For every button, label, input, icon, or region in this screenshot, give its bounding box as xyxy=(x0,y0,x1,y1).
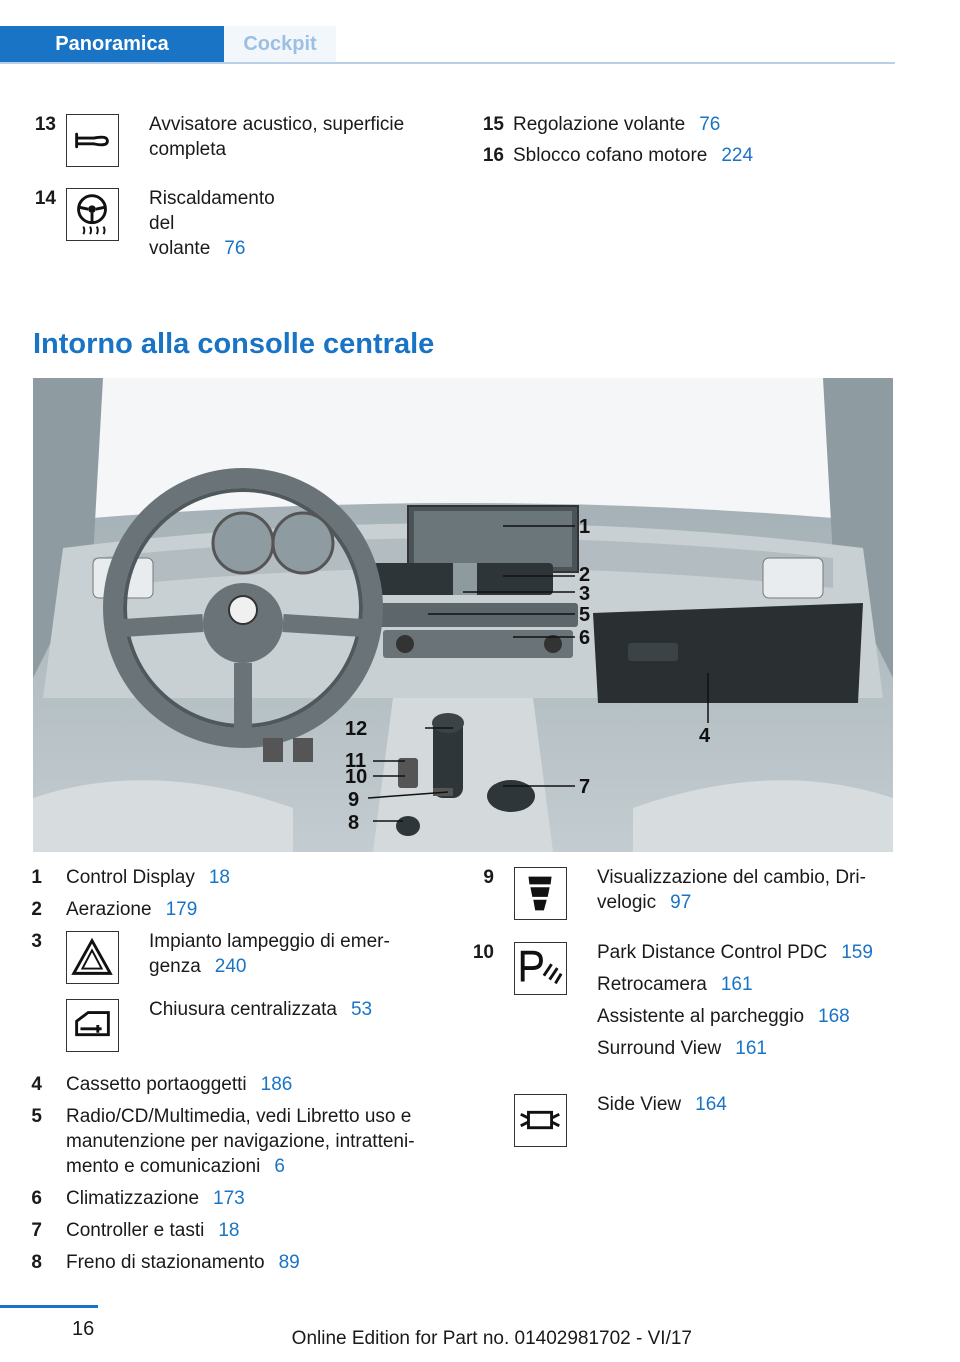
hazard-warning-icon xyxy=(66,931,119,984)
page-link[interactable]: 76 xyxy=(699,114,721,135)
page-link[interactable]: 161 xyxy=(720,974,753,995)
item-number: 14 xyxy=(34,188,56,209)
item-text: Avvisatore acustico, superficie completa xyxy=(149,114,405,160)
page-link[interactable]: 179 xyxy=(165,899,198,920)
callout-9: 9 xyxy=(348,789,360,811)
callout-5: 5 xyxy=(579,604,591,626)
item-number: 2 xyxy=(31,899,42,920)
horn-icon xyxy=(66,114,119,167)
item-number: 1 xyxy=(31,867,42,888)
page-link[interactable]: 18 xyxy=(208,867,230,888)
side-view-camera-icon xyxy=(514,1094,567,1147)
page-link[interactable]: 173 xyxy=(213,1188,245,1209)
gear-display-icon xyxy=(514,867,567,920)
item-text: Park Distance Control PDC 159 Retrocamera 161 Assistente al parcheggio 168 Surround View 161 xyxy=(597,942,873,1059)
page-link[interactable]: 18 xyxy=(218,1220,240,1241)
item-number: 9 xyxy=(483,867,494,888)
callout-11: 11 xyxy=(345,750,367,772)
page-link[interactable]: 224 xyxy=(721,145,754,166)
page-link[interactable]: 97 xyxy=(670,892,692,913)
page-link[interactable]: 240 xyxy=(214,956,247,977)
page-link[interactable]: 164 xyxy=(695,1094,727,1115)
callout-7: 7 xyxy=(579,776,591,798)
item-text: Aerazione 179 xyxy=(66,899,198,920)
item-text: Regolazione volante 76 xyxy=(513,114,721,135)
item-number: 3 xyxy=(31,931,42,952)
item-text: Freno di stazionamento 89 xyxy=(66,1252,300,1273)
callout-12: 12 xyxy=(345,718,368,740)
callout-6: 6 xyxy=(579,627,591,649)
item-text: Side View 164 xyxy=(597,1094,727,1115)
callout-8: 8 xyxy=(348,812,360,834)
header-tabs xyxy=(0,0,895,64)
item-text: Control Display 18 xyxy=(66,867,230,888)
item-text: Controller e tasti 18 xyxy=(66,1220,240,1241)
page-link[interactable]: 186 xyxy=(260,1074,293,1095)
item-text: Visualizzazione del cambio, Dri- velogic 97 xyxy=(597,867,866,913)
page-link[interactable]: 159 xyxy=(841,942,873,963)
item-number: 4 xyxy=(31,1074,42,1095)
page-link[interactable]: 6 xyxy=(274,1156,285,1177)
page-link[interactable]: 161 xyxy=(735,1038,767,1059)
callout-3: 3 xyxy=(579,583,591,605)
page-link[interactable]: 89 xyxy=(278,1252,300,1273)
item-text: Riscaldamento del volante 76 xyxy=(149,188,275,259)
page-number: 16 xyxy=(72,1318,95,1340)
tab-panoramica[interactable]: Panoramica xyxy=(0,26,224,62)
steering-wheel-heating-icon xyxy=(66,188,119,241)
item-number: 15 xyxy=(482,114,504,135)
item-number: 16 xyxy=(482,145,504,166)
item-number: 5 xyxy=(31,1106,42,1127)
item-number: 6 xyxy=(31,1188,42,1209)
item-text: Cassetto portaoggetti 186 xyxy=(66,1074,293,1095)
page-link[interactable]: 168 xyxy=(818,1006,850,1027)
item-text: Sblocco cofano motore 224 xyxy=(513,145,754,166)
dashboard-illustration xyxy=(33,378,893,852)
item-number: 8 xyxy=(31,1252,42,1273)
page-link[interactable]: 76 xyxy=(224,238,246,259)
section-title: Intorno alla consolle centrale xyxy=(33,328,435,360)
item-text: Chiusura centralizzata 53 xyxy=(149,999,373,1020)
central-locking-icon xyxy=(66,999,119,1052)
page-link[interactable]: 53 xyxy=(350,999,373,1020)
callout-10: 10 xyxy=(345,766,368,788)
item-text: Radio/CD/Multimedia, vedi Libretto uso e manutenzione per navigazione, intratteni- mento e comunicazioni 6 xyxy=(66,1106,415,1177)
pdc-icon xyxy=(514,942,567,995)
item-number: 7 xyxy=(31,1220,42,1241)
tab-cockpit[interactable]: Cockpit xyxy=(224,26,336,62)
callout-1: 1 xyxy=(579,516,591,538)
item-text: Impianto lampeggio di emer- genza 240 xyxy=(149,931,390,977)
edition-note: Online Edition for Part no. 01402981702 - VI/17 xyxy=(291,1328,692,1349)
item-text: Climatizzazione 173 xyxy=(66,1188,245,1209)
item-number: 10 xyxy=(472,942,494,963)
footer-rule xyxy=(0,1305,98,1308)
callout-2: 2 xyxy=(579,564,591,586)
callout-4: 4 xyxy=(699,725,711,747)
item-number: 13 xyxy=(34,114,56,135)
